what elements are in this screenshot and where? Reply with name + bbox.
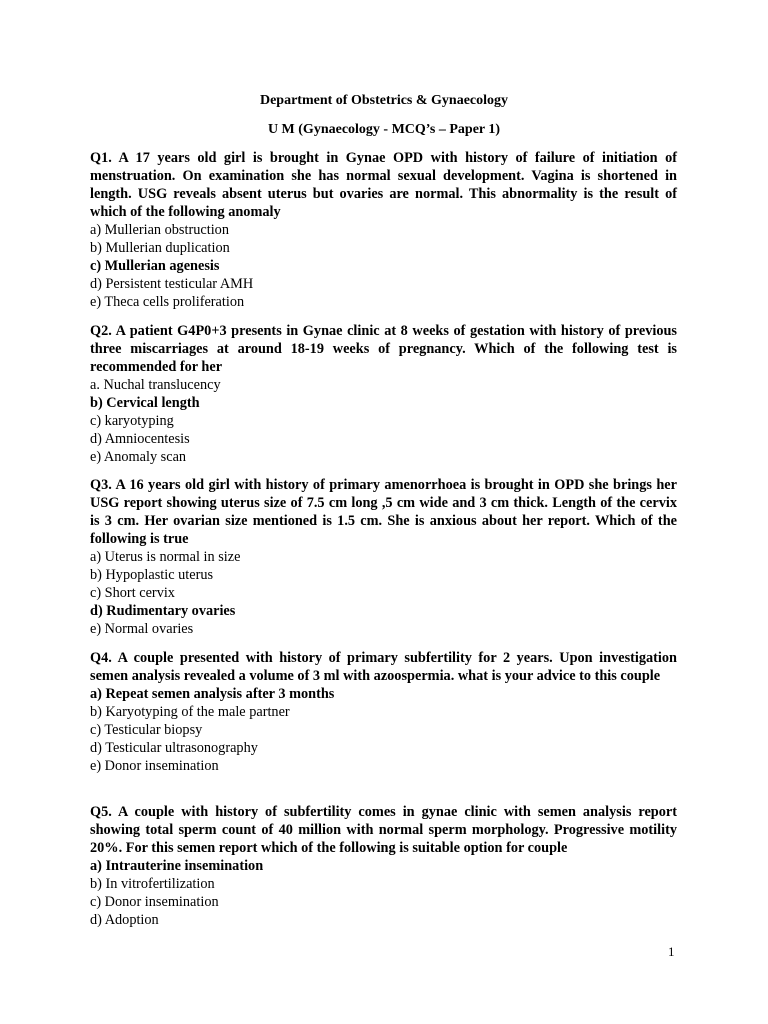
option-b-correct: b) Cervical length [90,395,200,411]
option-a-correct: a) Repeat semen analysis after 3 months [90,686,335,702]
option-c: c) Donor insemination [90,894,219,910]
question-text: Q3. A 16 years old girl with history of primary amenorrhoea is brought in OPD she brings her USG report showing uterus size of 7.5 cm long ,5 cm wide and 3 cm thick. Length of the cervix is 3 cm. Her ovarian size mentioned is 1.5 cm. She is anxious about her report. Which of the following is true [90,477,677,547]
option-b: b) Hypoplastic uterus [90,567,214,583]
option-e: e) Theca cells proliferation [90,294,245,310]
option-a-correct: a) Intrauterine insemination [90,858,264,874]
department-heading: Department of Obstetrics & Gynaecology [259,93,509,108]
question-block-5 [90,803,677,929]
question-block-4 [90,649,677,775]
option-d: d) Testicular ultrasonography [90,740,258,756]
option-d: d) Adoption [90,912,159,928]
option-c: c) karyotyping [90,413,174,429]
option-e: e) Donor insemination [90,758,219,774]
question-text: Q4. A couple presented with history of primary subfertility for 2 years. Upon investigation semen analysis revealed a volume of 3 ml with azoospermia. what is your advice to this couple [90,650,677,684]
question-text: Q2. A patient G4P0+3 presents in Gynae clinic at 8 weeks of gestation with history of previous three miscarriages at around 18-19 weeks of pregnancy. Which of the following test is recommended for her [90,323,677,375]
option-c: c) Testicular biopsy [90,722,203,738]
option-e: e) Anomaly scan [90,449,187,465]
option-d-correct: d) Rudimentary ovaries [90,603,236,619]
question-text: Q1. A 17 years old girl is brought in Gynae OPD with history of failure of initiation of menstruation. On examination she has normal sexual development. Vagina is shortened in length. USG reveals absent uterus but ovaries are normal. This abnormality is the result of which of the following anomaly [90,150,677,220]
option-c-correct: c) Mullerian agenesis [90,258,220,274]
option-e: e) Normal ovaries [90,621,194,637]
option-c: c) Short cervix [90,585,175,601]
option-a: a) Mullerian obstruction [90,222,229,238]
question-block-1 [90,149,677,311]
option-b: b) Karyotyping of the male partner [90,704,290,720]
option-a: a) Uterus is normal in size [90,549,241,565]
option-d: d) Persistent testicular AMH [90,276,254,292]
option-d: d) Amniocentesis [90,431,190,447]
paper-title: U M (Gynaecology - MCQ’s – Paper 1) [267,122,501,137]
question-block-2 [90,322,677,466]
option-b: b) Mullerian duplication [90,240,230,256]
option-b: b) In vitrofertilization [90,876,215,892]
option-a: a. Nuchal translucency [90,377,221,393]
question-text: Q5. A couple with history of subfertility comes in gynae clinic with semen analysis report showing total sperm count of 40 million with normal sperm morphology. Progressive motility 20%. For this semen report which of the following is suitable option for couple [90,804,677,856]
page-number: 1 [668,944,675,959]
question-block-3 [90,476,677,638]
